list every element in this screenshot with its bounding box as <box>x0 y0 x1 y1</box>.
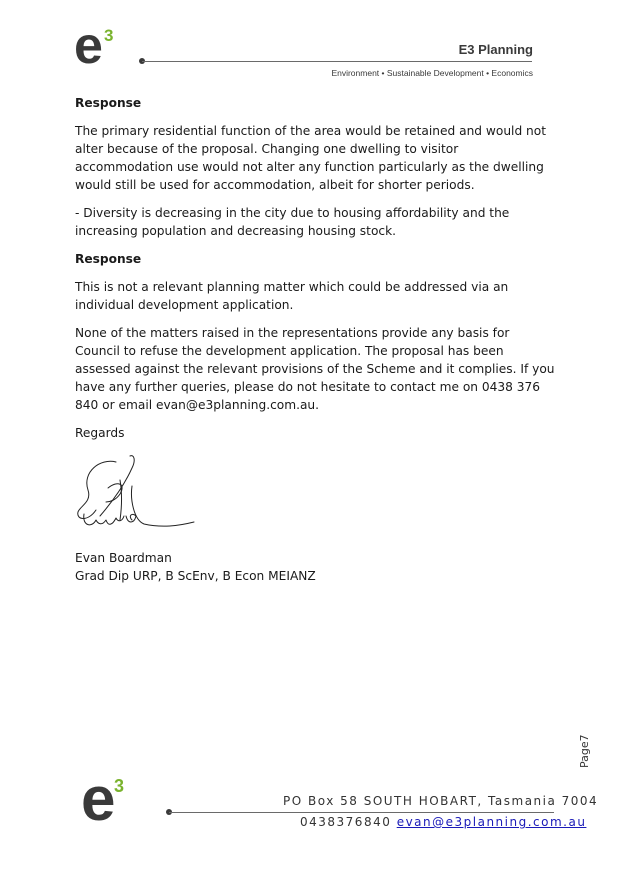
header-logo-superscript: 3 <box>104 26 114 45</box>
letter-body <box>75 94 555 442</box>
footer-logo <box>81 765 131 838</box>
paragraph-2: - Diversity is decreasing in the city due to housing affordability and the increasing population and decreasing housing stock. <box>75 206 510 238</box>
signatory <box>75 549 316 585</box>
footer-rule <box>169 812 554 813</box>
paragraph-1: The primary residential function of the area would be retained and would not alter because of the proposal. Changing one dwelling to visitor accommodation use would not alter any function particularly as the dwelling would still be used for accommodation, albeit for shorter periods. <box>75 124 547 192</box>
footer-phone: 0438376840 <box>300 815 392 829</box>
header-logo <box>74 17 124 80</box>
response-heading-2: Response <box>75 252 142 266</box>
footer-logo-superscript: 3 <box>114 776 125 796</box>
footer-contact <box>300 815 586 829</box>
footer-logo-letter: e <box>81 765 116 834</box>
firm-tagline: Environment • Sustainable Development • Economics <box>331 68 533 78</box>
response-heading-1: Response <box>75 96 142 110</box>
handwritten-signature <box>70 450 200 535</box>
footer-email-link[interactable]: evan@e3planning.com.au <box>396 815 587 829</box>
signatory-credentials: Grad Dip URP, B ScEnv, B Econ MEIANZ <box>75 569 316 583</box>
closing-regards: Regards <box>75 426 125 440</box>
paragraph-3: This is not a relevant planning matter which could be addressed via an individual development application. <box>75 280 509 312</box>
footer-address: PO Box 58 SOUTH HOBART, Tasmania 7004 <box>283 794 599 808</box>
page-number: Page7 <box>578 734 591 768</box>
paragraph-4: None of the matters raised in the representations provide any basis for Council to refuse the development application. The proposal has been assessed against the relevant provisions of the Scheme and it complies. If you have any further queries, please do not hesitate to contact me on 0438 376 840 or email evan@e3planning.com.au. <box>75 326 555 412</box>
firm-name: E3 Planning <box>458 42 533 57</box>
signatory-name: Evan Boardman <box>75 551 172 565</box>
header-rule <box>142 61 532 62</box>
header-logo-letter: e <box>74 17 103 75</box>
